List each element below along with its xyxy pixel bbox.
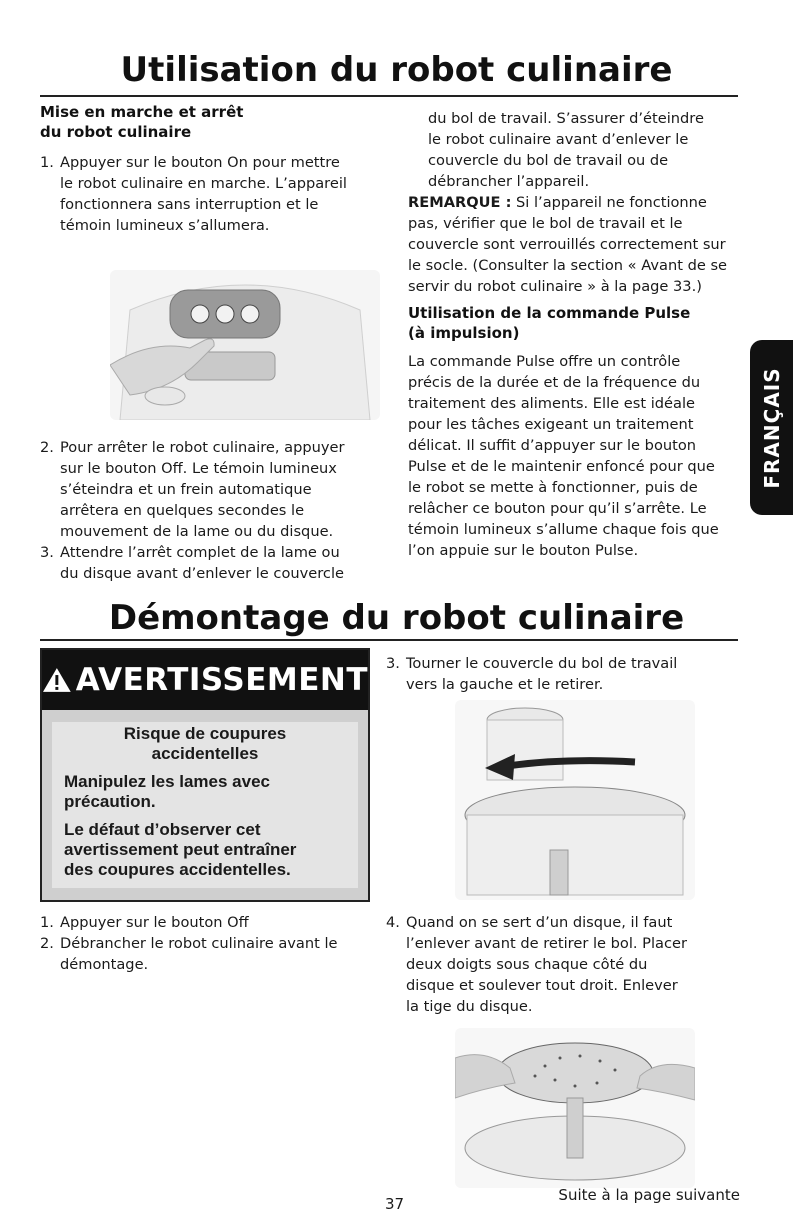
warning-body bbox=[52, 722, 358, 888]
warning-risk: Risque de coupures accidentelles bbox=[123, 724, 287, 763]
disc-removal-illustration bbox=[455, 1028, 695, 1188]
list-item: 2. Débrancher le robot culinaire avant le démontage. bbox=[40, 935, 338, 973]
note-paragraph: REMARQUE : Si l’appareil ne fonctionne pas, vérifier que le bol de travail et le couvercle sont verrouillés correctement sur le socle. (Consulter la section « Avant de se servir du robot culinaire » à la page 33.) bbox=[408, 194, 728, 295]
list-item: 1. Appuyer sur le bouton On pour mettre le robot culinaire en marche. L’appareil fonctionnera sans interruption et le témoin lumineux s’allumera. bbox=[40, 154, 347, 234]
continued-note: Suite à la page suivante bbox=[558, 1186, 740, 1204]
list-item: 3. Attendre l’arrêt complet de la lame ou du disque avant d’enlever le couvercle bbox=[40, 544, 344, 582]
left-column-section1 bbox=[40, 102, 380, 236]
warning-triangle-icon bbox=[42, 667, 72, 693]
lid-removal-graphic bbox=[455, 700, 695, 900]
continued-paragraph: du bol de travail. S’assurer d’éteindre le robot culinaire avant d’enlever le couvercle du bol de travail ou de débrancher l’appareil. bbox=[428, 110, 704, 190]
warning-consequence: Le défaut d’observer cet avertissement peut entraîner des coupures accidentelles. bbox=[64, 820, 297, 879]
disc-removal-graphic bbox=[455, 1028, 695, 1188]
section-rule bbox=[40, 95, 738, 97]
right-column-section2-top bbox=[386, 653, 736, 695]
subheading-marche-arret: Mise en marche et arrêt du robot culinaire bbox=[40, 103, 244, 141]
right-column-section2-bottom bbox=[386, 912, 736, 1017]
list-item: 4. Quand on se sert d’un disque, il faut l’enlever avant de retirer le bol. Placer deux doigts sous chaque côté du disque et soulever tout droit. Enlever la tige du disque. bbox=[386, 914, 687, 1015]
warning-instruction: Manipulez les lames avec précaution. bbox=[64, 772, 270, 811]
warning-box bbox=[40, 648, 370, 902]
list-item: 3. Tourner le couvercle du bol de travail vers la gauche et le retirer. bbox=[386, 655, 678, 693]
warning-header: AVERTISSEMENT bbox=[42, 650, 368, 710]
language-side-tab: FRANÇAIS bbox=[750, 340, 793, 515]
section-rule bbox=[40, 639, 738, 641]
left-column-section2 bbox=[40, 912, 380, 975]
list-item: 2. Pour arrêter le robot culinaire, appuyer sur le bouton Off. Le témoin lumineux s’éteindra et un frein automatique arrêtera en quelques secondes le mouvement de la lame ou du disque. bbox=[40, 439, 345, 540]
left-column-section1-lower bbox=[40, 437, 380, 584]
section-title-demontage: Démontage du robot culinaire bbox=[108, 598, 685, 638]
pulse-paragraph: La commande Pulse offre un contrôle précis de la durée et de la fréquence du traitement des aliments. Elle est idéale pour les tâches exigeant un traitement délicat. Il suffit d’appuyer sur le bouton Pulse et de le maintenir enfoncé pour que le robot se mette à fonctionner, puis de relâcher ce bouton pour qu’il s’arrête. Le témoin lumineux s’allume chaque fois que l’on appuie sur le bouton Pulse. bbox=[408, 353, 719, 559]
subheading-pulse: Utilisation de la commande Pulse (à impulsion) bbox=[408, 304, 691, 342]
list-item: 1. Appuyer sur le bouton Off bbox=[40, 914, 249, 931]
section-title-utilisation: Utilisation du robot culinaire bbox=[120, 50, 673, 90]
right-column-section1 bbox=[408, 108, 743, 561]
control-panel-illustration bbox=[110, 270, 380, 420]
note-label: REMARQUE : bbox=[408, 194, 512, 211]
page-number: 37 bbox=[385, 1195, 405, 1213]
control-panel-graphic bbox=[110, 270, 380, 420]
lid-removal-illustration bbox=[455, 700, 695, 900]
